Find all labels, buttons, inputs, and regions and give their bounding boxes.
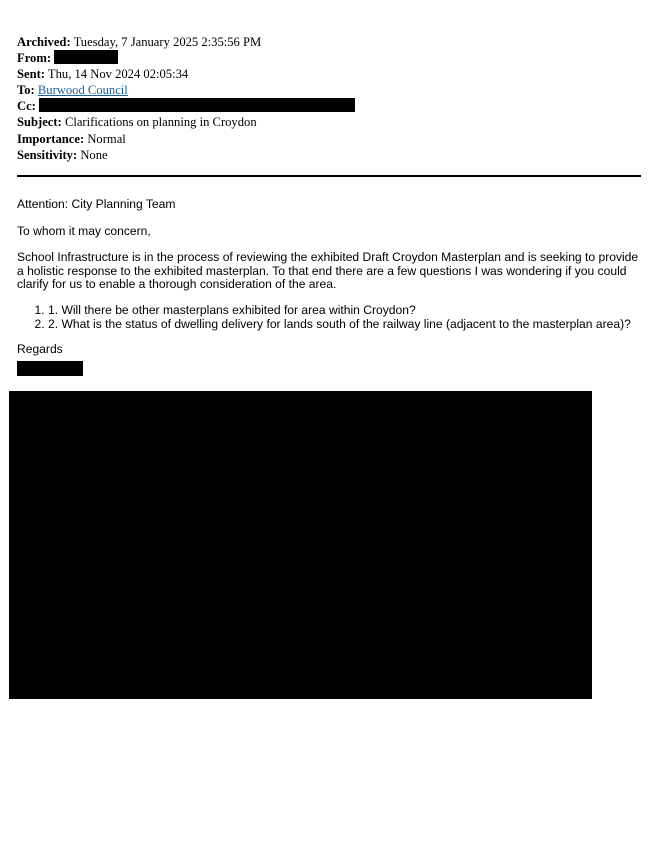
from-row <box>17 50 637 66</box>
body-paragraph: School Infrastructure is in the process of reviewing the exhibited Draft Croydon Masterplan and is seeking to provide a holistic response to the exhibited masterplan. To that end there are a few questions I was wondering if you could clarify for us to enable a thorough consideration of the area. <box>17 250 639 292</box>
signoff: Regards <box>17 342 63 357</box>
importance-value: Normal <box>87 131 126 146</box>
importance-row <box>17 131 637 147</box>
email-body <box>17 196 641 357</box>
question-item: 1. 1. Will there be other masterplans exhibited for area within Croydon? <box>48 304 641 318</box>
sent-label: Sent: <box>17 67 45 82</box>
email-header <box>17 34 637 163</box>
greeting-line: To whom it may concern, <box>17 223 151 238</box>
subject-value: Clarifications on planning in Croydon <box>64 115 257 130</box>
cc-label: Cc: <box>17 99 36 114</box>
subject-label: Subject: <box>17 115 62 130</box>
signature-redaction <box>17 361 83 376</box>
questions-list <box>17 304 641 331</box>
sensitivity-label: Sensitivity: <box>17 147 78 162</box>
to-label: To: <box>17 83 35 98</box>
sensitivity-value: None <box>80 147 108 162</box>
cc-redaction <box>39 98 355 112</box>
subject-row <box>17 114 637 130</box>
sent-value: Thu, 14 Nov 2024 02:05:34 <box>47 67 189 82</box>
archived-label: Archived: <box>17 35 71 49</box>
importance-label: Importance: <box>17 131 85 146</box>
from-label: From: <box>17 51 52 66</box>
to-recipient-link[interactable]: Burwood Council <box>37 83 128 98</box>
archived-row <box>17 34 637 50</box>
cc-row <box>17 98 637 114</box>
sent-row <box>17 66 637 82</box>
attention-line: Attention: City Planning Team <box>17 197 176 211</box>
archived-value: Tuesday, 7 January 2025 2:35:56 PM <box>73 35 262 49</box>
header-divider <box>17 175 641 177</box>
from-redaction <box>54 50 118 64</box>
signature-block-redaction <box>9 391 592 699</box>
question-item: 2. 2. What is the status of dwelling delivery for lands south of the railway line (adjacent to the masterplan area)? <box>48 318 641 332</box>
to-row <box>17 82 637 98</box>
sensitivity-row <box>17 147 637 163</box>
